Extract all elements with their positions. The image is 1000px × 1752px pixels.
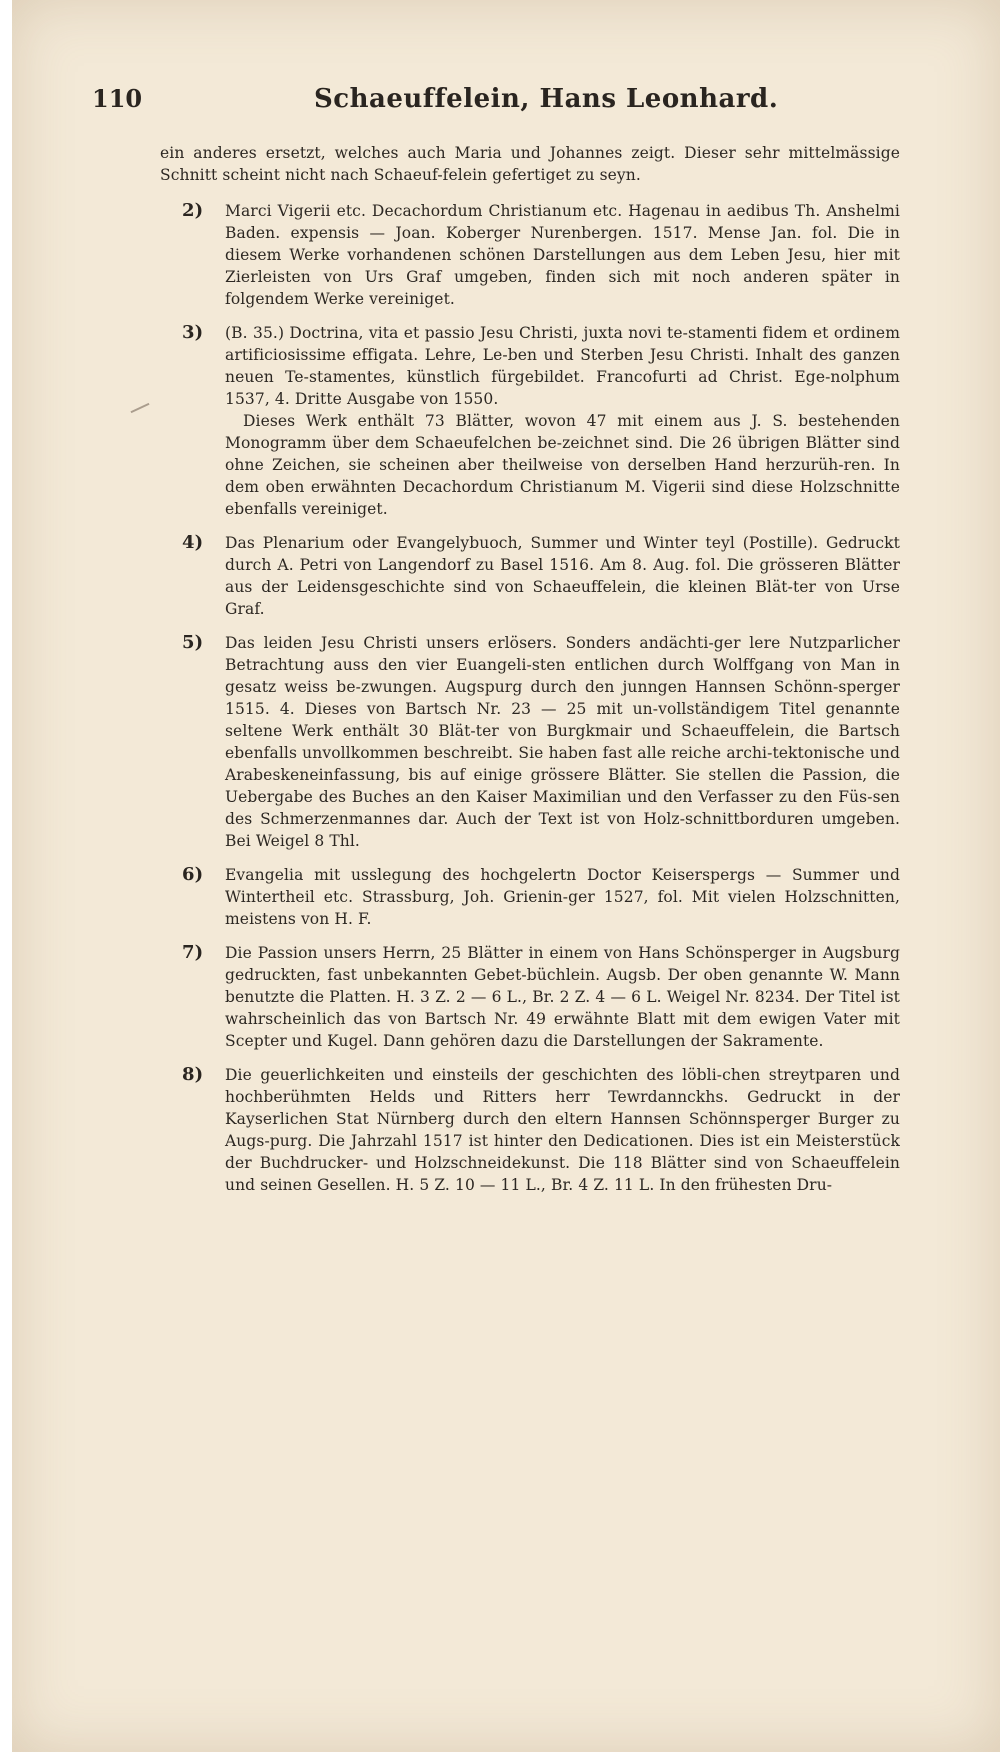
left-edge-margin (0, 0, 12, 1752)
entry-number: 2) (182, 200, 204, 221)
entry-6 (160, 864, 900, 930)
entry-3 (160, 322, 900, 520)
page-header (92, 84, 912, 124)
entry-number: 7) (182, 942, 204, 963)
intro-paragraph: ein anderes ersetzt, welches auch Maria und Johannes zeigt. Dieser sehr mittelmässige Schnitt scheint nicht nach Schaeuf-felein gefertiget zu seyn. (160, 144, 900, 184)
entry-number: 3) (182, 322, 204, 343)
entry-text: Evangelia mit usslegung des hochgelertn Doctor Keiserspergs — Summer und Wintertheil etc. Strassburg, Joh. Grienin-ger 1527, fol. Mit vielen Holzschnitten, meistens von H. F. (225, 866, 900, 928)
entry-text: Marci Vigerii etc. Decachordum Christianum etc. Hagenau in aedibus Th. Anshelmi Baden. expensis — Joan. Koberger Nurenbergen. 1517. Mense Jan. fol. Die in diesem Werke vorhandenen schönen Darstellungen aus dem Leben Jesu, hier mit Zierleisten von Urs Graf umgeben, finden sich mit noch anderen später in folgendem Werke vereiniget. (225, 202, 900, 308)
entry-number: 6) (182, 864, 204, 885)
entry-number: 5) (182, 632, 204, 653)
entry-4 (160, 532, 900, 620)
entry-text: Die Passion unsers Herrn, 25 Blätter in einem von Hans Schönsperger in Augsburg gedruckten, fast unbekannten Gebet-büchlein. Augsb. Der oben genannte W. Mann benutzte die Platten. H. 3 Z. 2 — 6 L., Br. 2 Z. 4 — 6 L. Weigel Nr. 8234. Der Titel ist wahrscheinlich das von Bartsch Nr. 49 erwähnte Blatt mit dem ewigen Vater mit Scepter und Kugel. Dann gehören dazu die Darstellungen der Sakramente. (225, 944, 900, 1050)
entry-text: Die geuerlichkeiten und einsteils der geschichten des löbli-chen streytparen und hochberühmten Helds und Ritters herr Tewrdannckhs. Gedruckt in der Kayserlichen Stat Nürnberg durch den eltern Hannsen Schönnsperger Burger zu Augs-purg. Die Jahrzahl 1517 ist hinter den Dedicationen. Dies ist ein Meisterstück der Buchdrucker- und Holzschneidekunst. Die 118 Blätter sind von Schaeuffelein und seinen Gesellen. H. 5 Z. 10 — 11 L., Br. 4 Z. 11 L. In den frühesten Dru- (225, 1066, 900, 1194)
entry-text: Das leiden Jesu Christi unsers erlösers. Sonders andächti-ger lere Nutzparlicher Betrachtung auss den vier Euangeli-sten entlichen durch Wolffgang von Man in gesatz weiss be-zwungen. Augspurg durch den junngen Hannsen Schönn-sperger 1515. 4. Dieses von Bartsch Nr. 23 — 25 mit un-vollständigem Titel genannte seltene Werk enthält 30 Blät-ter von Burgkmair und Schaeuffelein, die Bartsch ebenfalls unvollkommen beschreibt. Sie haben fast alle reiche archi-tektonische und Arabeskeneinfassung, bis auf einige grössere Blätter. Sie stellen die Passion, die Uebergabe des Buches an den Kaiser Maximilian und den Verfasser zu den Füs-sen des Schmerzenmannes dar. Auch der Text ist von Holz-schnittborduren umgeben. Bei Weigel 8 Thl. (225, 634, 900, 850)
entry-8 (160, 1064, 900, 1196)
entry-2 (160, 200, 900, 310)
entry-number: 4) (182, 532, 204, 553)
entry-subparagraph: Dieses Werk enthält 73 Blätter, wovon 47 mit einem aus J. S. bestehenden Monogramm über dem Schaeufelchen be-zeichnet sind. Die 26 übrigen Blätter sind ohne Zeichen, sie scheinen aber theilweise von derselben Hand herzurüh-ren. In dem oben erwähnten Decachordum Christianum M. Vigerii sind diese Holzschnitte ebenfalls vereiniget. (225, 412, 900, 518)
text-block (160, 142, 900, 1208)
running-title: Schaeuffelein, Hans Leonhard. (314, 84, 779, 114)
entry-text: (B. 35.) Doctrina, vita et passio Jesu Christi, juxta novi te-stamenti fidem et ordinem artificiosissime effigata. Lehre, Le-ben und Sterben Jesu Christi. Inhalt des ganzen neuen Te-stamentes, künstlich fürgebildet. Francofurti ad Christ. Ege-nolphum 1537, 4. Dritte Ausgabe von 1550. (225, 324, 900, 408)
entry-5 (160, 632, 900, 852)
page-number: 110 (92, 84, 143, 113)
entry-7 (160, 942, 900, 1052)
entry-text: Das Plenarium oder Evangelybuoch, Summer und Winter teyl (Postille). Gedruckt durch A. Petri von Langendorf zu Basel 1516. Am 8. Aug. fol. Die grösseren Blätter aus der Leidensgeschichte sind von Schaeuffelein, die kleinen Blät-ter von Urse Graf. (225, 534, 900, 618)
entry-number: 8) (182, 1064, 204, 1085)
